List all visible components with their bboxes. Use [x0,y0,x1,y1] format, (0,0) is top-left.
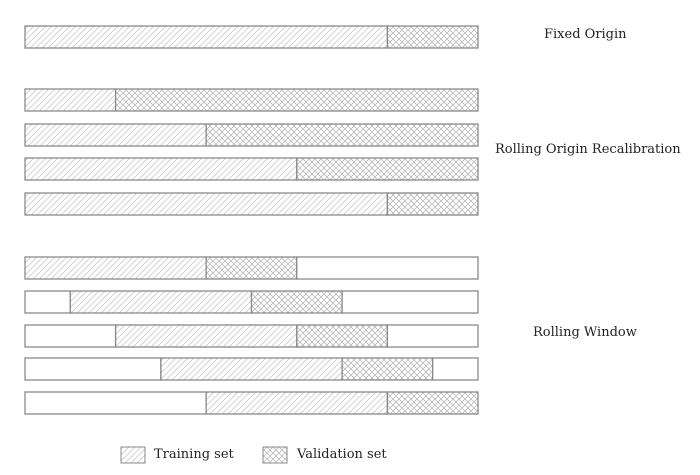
training-segment [25,124,206,146]
group-label-fixed-origin: Fixed Origin [544,27,627,42]
rolling-origin-recalibration-row [25,89,478,111]
rolling-window-row [25,392,478,414]
empty-segment [25,325,116,347]
validation-segment [342,358,433,380]
training-segment [25,158,297,180]
validation-segment [206,124,478,146]
validation-segment [297,325,388,347]
training-segment [161,358,342,380]
validation-segment [206,257,297,279]
empty-segment [342,291,478,313]
validation-segment [297,158,478,180]
validation-segment [116,89,478,111]
training-segment [70,291,251,313]
validation-segment [387,193,478,215]
rolling-window-row [25,291,478,313]
rolling-window-row [25,257,478,279]
group-label-rolling-window: Rolling Window [533,325,637,340]
bars-layer [25,26,478,414]
empty-segment [433,358,478,380]
rolling-origin-recalibration-row [25,124,478,146]
training-segment [25,26,387,48]
legend-training-label: Training set [154,447,234,462]
rolling-origin-recalibration-row [25,158,478,180]
training-segment [25,193,387,215]
empty-segment [25,392,206,414]
empty-segment [387,325,478,347]
training-segment [25,89,116,111]
empty-segment [25,358,161,380]
training-segment [116,325,297,347]
rolling-origin-recalibration-row [25,193,478,215]
validation-segment [387,392,478,414]
training-segment [25,257,206,279]
validation-segment [387,26,478,48]
legend-training-swatch [121,447,145,463]
group-label-rolling-origin-recalibration: Rolling Origin Recalibration [495,142,681,157]
legend-validation-label: Validation set [297,447,387,462]
fixed-origin-row [25,26,478,48]
training-segment [206,392,387,414]
legend-validation-swatch [263,447,287,463]
rolling-window-row [25,325,478,347]
empty-segment [25,291,70,313]
validation-segment [252,291,343,313]
empty-segment [297,257,478,279]
rolling-window-row [25,358,478,380]
